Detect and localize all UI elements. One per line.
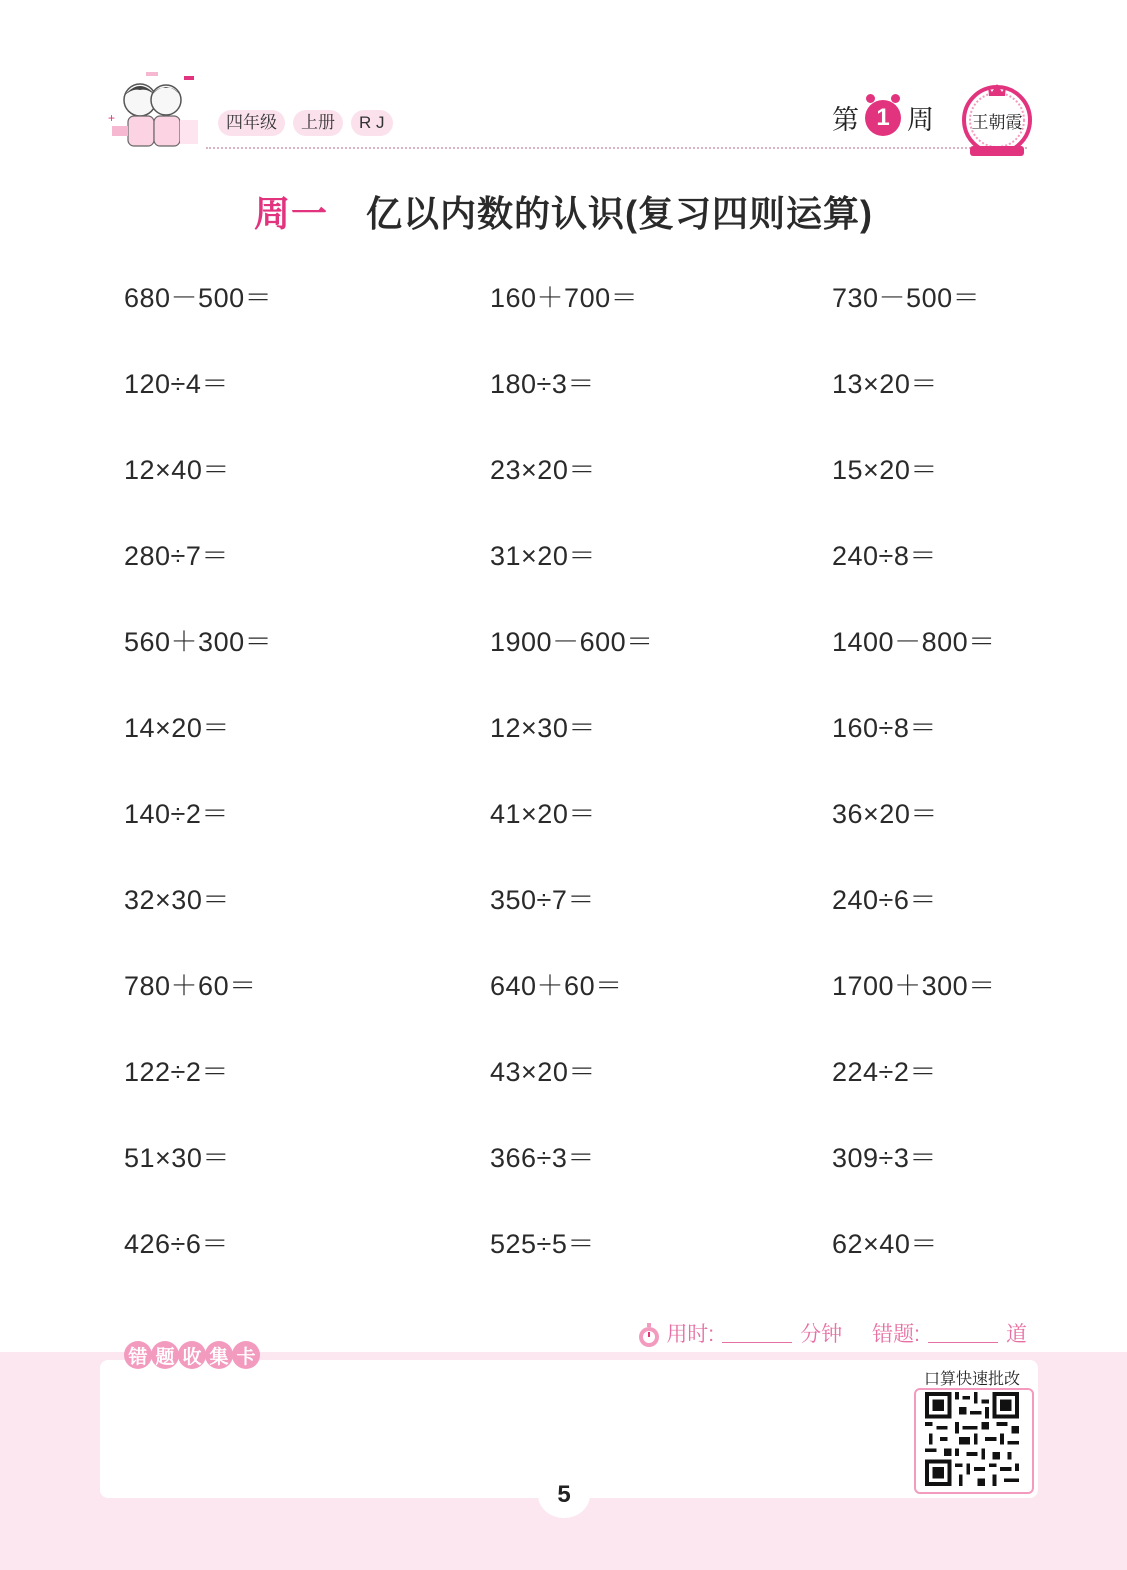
- grade-pill: 四年级: [218, 110, 285, 136]
- problem: 23×20＝: [490, 455, 596, 485]
- qr-code-icon[interactable]: [922, 1392, 1022, 1486]
- edition-pill: R J: [351, 110, 393, 136]
- problem: 560＋300＝: [124, 627, 273, 657]
- errors-label: 错题:: [872, 1323, 920, 1346]
- problem: 160÷8＝: [832, 713, 937, 743]
- problem: 15×20＝: [832, 455, 938, 485]
- problem: 1900－600＝: [490, 627, 654, 657]
- problem: 240÷8＝: [832, 541, 937, 571]
- problem: 120÷4＝: [124, 369, 229, 399]
- problem: 309÷3＝: [832, 1143, 937, 1173]
- problem: 13×20＝: [832, 369, 938, 399]
- problem: 640＋60＝: [490, 971, 623, 1001]
- card-label-char: 集: [205, 1341, 233, 1369]
- problem: 1700＋300＝: [832, 971, 996, 1001]
- errors-blank[interactable]: [928, 1342, 998, 1343]
- kids-illustration: [104, 70, 206, 156]
- problem: 122÷2＝: [124, 1057, 229, 1087]
- page-number: 5: [538, 1472, 590, 1518]
- card-label-char: 收: [178, 1341, 206, 1369]
- seal-text: 王朝霞: [971, 113, 1023, 133]
- problem: 41×20＝: [490, 799, 596, 829]
- card-label-char: 题: [151, 1341, 179, 1369]
- week-suffix: 周: [907, 105, 934, 135]
- brand-seal-logo: [960, 80, 1034, 160]
- header-divider: [206, 147, 1027, 149]
- title-topic: 亿以内数的认识(复习四则运算): [366, 193, 873, 234]
- problem: 43×20＝: [490, 1057, 596, 1087]
- problem: 1400－800＝: [832, 627, 996, 657]
- problem: 224÷2＝: [832, 1057, 937, 1087]
- problem: 730－500＝: [832, 283, 981, 313]
- week-number-badge: 1: [865, 100, 901, 136]
- problem: 160＋700＝: [490, 283, 639, 313]
- problem: 31×20＝: [490, 541, 596, 571]
- problem: 525÷5＝: [490, 1229, 595, 1259]
- card-label-char: 错: [124, 1341, 152, 1369]
- problem: 51×30＝: [124, 1143, 230, 1173]
- problem: 350÷7＝: [490, 885, 595, 915]
- week-prefix: 第: [832, 105, 859, 135]
- problem: 240÷6＝: [832, 885, 937, 915]
- timer-line: [636, 1318, 1027, 1348]
- problem-grid: [124, 278, 1044, 1310]
- problem: 366÷3＝: [490, 1143, 595, 1173]
- problem: 140÷2＝: [124, 799, 229, 829]
- problem: 680－500＝: [124, 283, 273, 313]
- time-unit: 分钟: [800, 1323, 843, 1346]
- qr-title: 口算快速批改: [924, 1371, 1021, 1388]
- problem: 180÷3＝: [490, 369, 595, 399]
- problem: 14×20＝: [124, 713, 230, 743]
- card-label-char: 卡: [232, 1341, 260, 1369]
- problem: 280÷7＝: [124, 541, 229, 571]
- mistake-card-label: [124, 1341, 259, 1369]
- problem: 32×30＝: [124, 885, 230, 915]
- problem: 426÷6＝: [124, 1229, 229, 1259]
- time-blank[interactable]: [722, 1342, 792, 1343]
- errors-unit: 道: [1006, 1323, 1027, 1346]
- week-indicator: [832, 98, 934, 137]
- problem: 12×40＝: [124, 455, 230, 485]
- book-info: [218, 110, 393, 136]
- stopwatch-icon: [636, 1322, 662, 1348]
- problem: 780＋60＝: [124, 971, 257, 1001]
- problem: 12×30＝: [490, 713, 596, 743]
- volume-pill: 上册: [293, 110, 343, 136]
- problem: 62×40＝: [832, 1229, 938, 1259]
- title-day: 周一: [254, 193, 329, 234]
- time-label: 用时:: [666, 1323, 715, 1346]
- svg-text:+: +: [108, 111, 116, 125]
- problem: 36×20＝: [832, 799, 938, 829]
- page-title: [0, 186, 1127, 237]
